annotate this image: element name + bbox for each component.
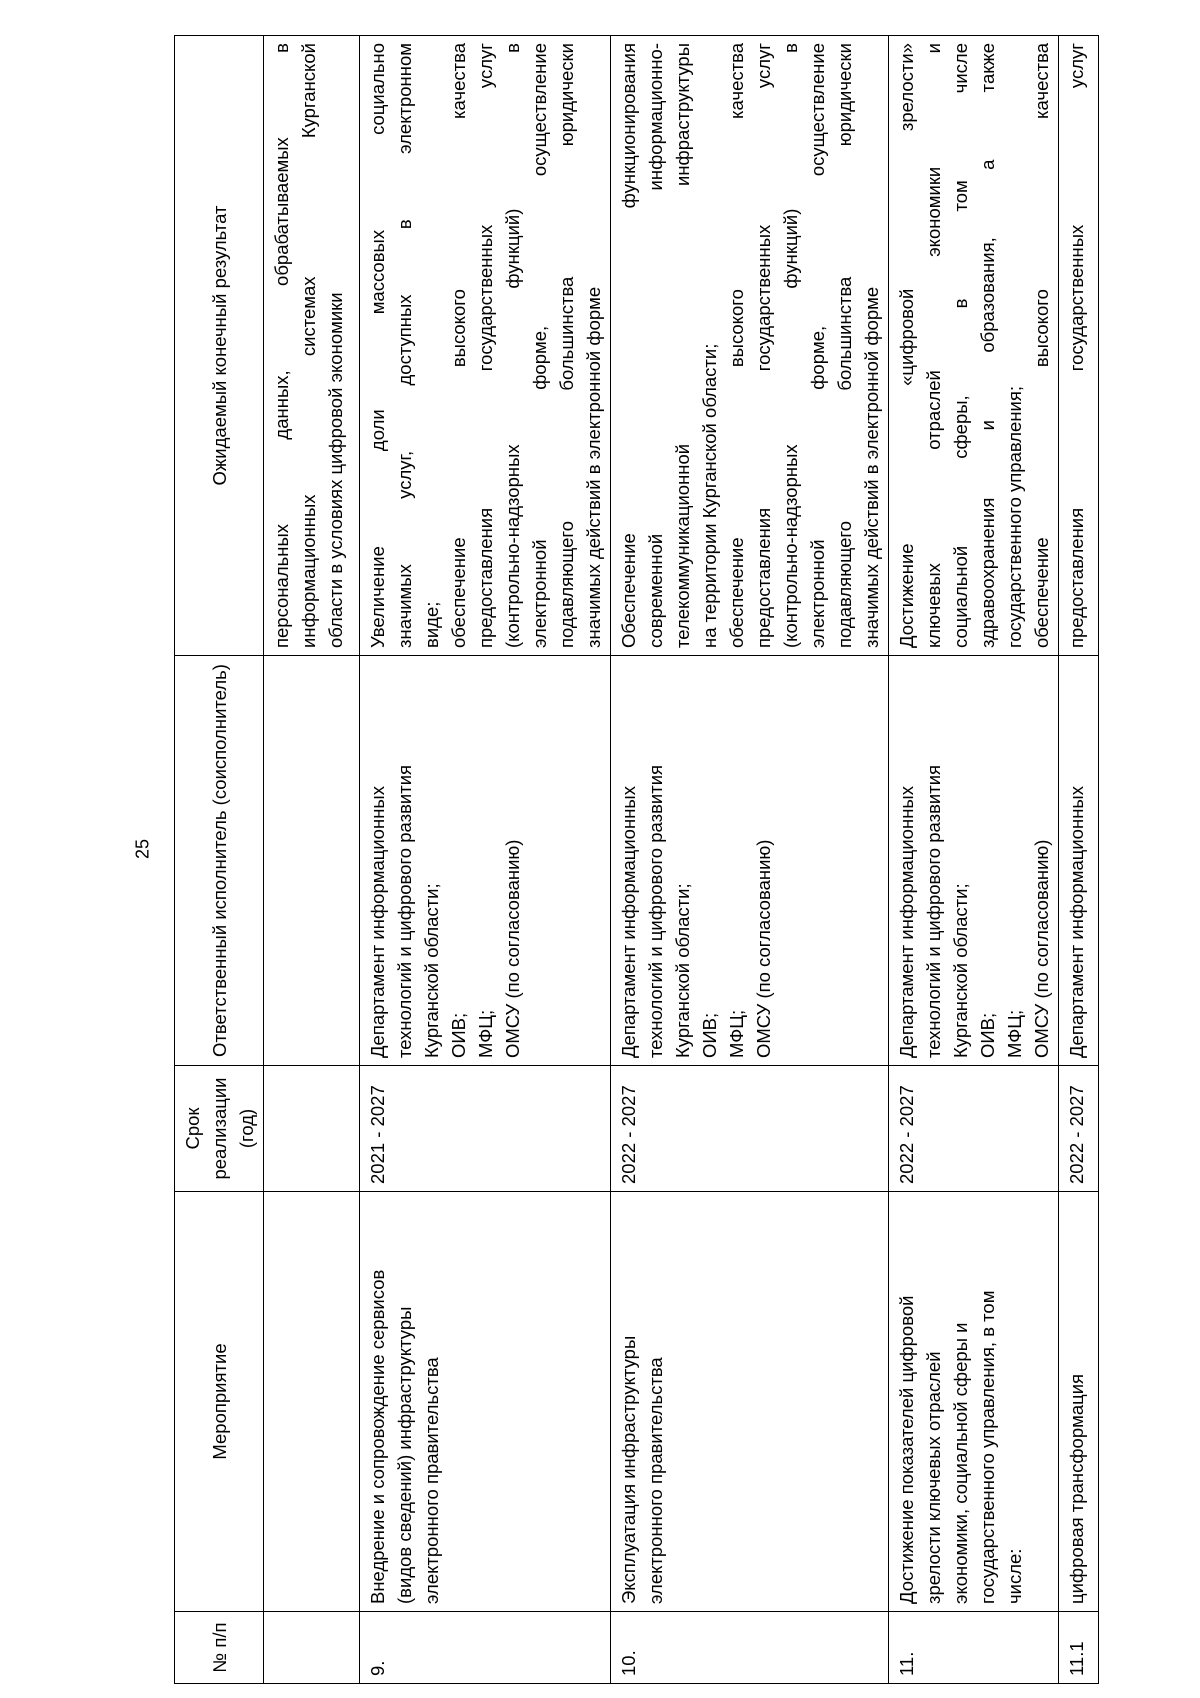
row-number: 9. xyxy=(360,1612,611,1684)
rotated-table-container xyxy=(174,36,1087,1684)
event-cell xyxy=(611,1192,889,1612)
event-cell xyxy=(1059,1192,1099,1612)
result-cell-line: (контрольно-надзорных функций) в xyxy=(502,43,523,648)
result-cell-line: значимых действий в электронной форме xyxy=(583,286,604,648)
result-cell-line: обеспечение высокого качества xyxy=(448,43,469,648)
table-row xyxy=(264,36,360,1684)
result-cell xyxy=(611,36,889,656)
term-cell xyxy=(264,1066,360,1192)
executor-cell-line: Департамент информационных xyxy=(1066,786,1087,1058)
executor-cell-line: ОИВ; xyxy=(448,1012,469,1058)
header-term: Срок реализации (год) xyxy=(175,1066,264,1192)
result-cell-line: Достижение «цифровой зрелости» xyxy=(896,43,917,648)
executor-cell-line: ОМСУ (по согласованию) xyxy=(753,839,774,1058)
event-cell xyxy=(889,1192,1059,1612)
result-cell-line: предоставления государственных услуг xyxy=(753,43,774,648)
result-cell-line: Обеспечение функционирования xyxy=(618,43,639,648)
result-cell-line: телекоммуникационной инфраструктуры xyxy=(672,43,693,648)
result-cell-line: подавляющего большинства юридически xyxy=(834,43,855,648)
result-cell-line: электронной форме, осуществление xyxy=(807,43,828,648)
result-cell-line: предоставления государственных услуг xyxy=(475,43,496,648)
row-number: 10. xyxy=(611,1612,889,1684)
result-cell-line: области в условиях цифровой экономики xyxy=(325,292,346,648)
result-cell-line: Увеличение доли массовых социально xyxy=(367,43,388,648)
event-cell-line: цифровая трансформация xyxy=(1066,1373,1087,1604)
executor-cell-line: МФЦ; xyxy=(726,1009,747,1058)
event-cell-line: Внедрение и сопровождение сервисов xyxy=(367,1269,388,1604)
executor-cell xyxy=(1059,656,1099,1066)
executor-cell-line: ОМСУ (по согласованию) xyxy=(502,839,523,1058)
executor-cell xyxy=(264,656,360,1066)
table-row xyxy=(360,36,611,1684)
executor-cell-line: ОМСУ (по согласованию) xyxy=(1031,839,1052,1058)
table-body xyxy=(264,36,1099,1684)
executor-cell-line: ОИВ; xyxy=(699,1012,720,1058)
executor-cell-line: Курганской области; xyxy=(421,883,442,1058)
event-cell-line: числе: xyxy=(1004,1548,1025,1604)
event-cell xyxy=(264,1192,360,1612)
table-row xyxy=(889,36,1059,1684)
result-cell xyxy=(360,36,611,656)
result-cell-line: государственного управления; xyxy=(1004,385,1025,648)
result-cell xyxy=(1059,36,1099,656)
header-number: № п/п xyxy=(175,1612,264,1684)
table-row xyxy=(611,36,889,1684)
executor-cell-line: технологий и цифрового развития xyxy=(645,764,666,1058)
term-cell: 2022 - 2027 xyxy=(1059,1066,1099,1192)
executor-cell-line: технологий и цифрового развития xyxy=(923,764,944,1058)
executor-cell-line: Департамент информационных xyxy=(367,786,388,1058)
executor-cell-line: технологий и цифрового развития xyxy=(394,764,415,1058)
event-cell xyxy=(360,1192,611,1612)
result-cell xyxy=(889,36,1059,656)
result-cell-line: виде; xyxy=(421,601,442,648)
executor-cell xyxy=(889,656,1059,1066)
result-cell-line: электронной форме, осуществление xyxy=(529,43,550,648)
measures-table xyxy=(174,35,1099,1684)
header-result: Ожидаемый конечный результат xyxy=(175,36,264,656)
result-cell-line: подавляющего большинства юридически xyxy=(556,43,577,648)
row-number: 11. xyxy=(889,1612,1059,1684)
event-cell-line: экономики, социальной сферы и xyxy=(950,1322,971,1604)
header-executor: Ответственный исполнитель (соисполнитель) xyxy=(175,656,264,1066)
row-number: 11.1 xyxy=(1059,1612,1099,1684)
page-number: 25 xyxy=(132,838,153,860)
executor-cell xyxy=(611,656,889,1066)
executor-cell-line: МФЦ; xyxy=(475,1009,496,1058)
result-cell-line: современной информационно- xyxy=(645,43,666,648)
executor-cell-line: ОИВ; xyxy=(977,1012,998,1058)
result-cell-line: на территории Курганской области; xyxy=(699,343,720,648)
result-cell-line: обеспечение высокого качества xyxy=(726,43,747,648)
executor-cell-line: МФЦ; xyxy=(1004,1009,1025,1058)
result-cell-line: персональных данных, обрабатываемых в xyxy=(271,43,292,648)
header-event: Мероприятие xyxy=(175,1192,264,1612)
executor-cell-line: Департамент информационных xyxy=(618,786,639,1058)
result-cell-line: предоставления государственных услуг xyxy=(1066,43,1087,648)
event-cell-line: зрелости ключевых отраслей xyxy=(923,1351,944,1604)
event-cell-line: Достижение показателей цифровой xyxy=(896,1295,917,1604)
table-header-row xyxy=(175,36,264,1684)
result-cell-line: обеспечение высокого качества xyxy=(1031,43,1052,648)
term-cell: 2022 - 2027 xyxy=(611,1066,889,1192)
event-cell-line: (видов сведений) инфраструктуры xyxy=(394,1306,415,1604)
result-cell-line: информационных системах Курганской xyxy=(298,43,319,648)
executor-cell xyxy=(360,656,611,1066)
result-cell xyxy=(264,36,360,656)
executor-cell-line: Департамент информационных xyxy=(896,786,917,1058)
row-number xyxy=(264,1612,360,1684)
event-cell-line: электронного правительства xyxy=(645,1357,666,1604)
result-cell-line: значимых услуг, доступных в электронном xyxy=(394,43,415,648)
result-cell-line: социальной сферы, в том числе xyxy=(950,43,971,648)
result-cell-line: значимых действий в электронной форме xyxy=(861,286,882,648)
event-cell-line: электронного правительства xyxy=(421,1357,442,1604)
term-cell: 2021 - 2027 xyxy=(360,1066,611,1192)
result-cell-line: (контрольно-надзорных функций) в xyxy=(780,43,801,648)
executor-cell-line: Курганской области; xyxy=(672,883,693,1058)
executor-cell-line: Курганской области; xyxy=(950,883,971,1058)
term-cell: 2022 - 2027 xyxy=(889,1066,1059,1192)
event-cell-line: Эксплуатация инфраструктуры xyxy=(618,1335,639,1604)
table-row xyxy=(1059,36,1099,1684)
result-cell-line: ключевых отраслей экономики и xyxy=(923,43,944,648)
result-cell-line: здравоохранения и образования, а также xyxy=(977,43,998,648)
event-cell-line: государственного управления, в том xyxy=(977,1290,998,1604)
